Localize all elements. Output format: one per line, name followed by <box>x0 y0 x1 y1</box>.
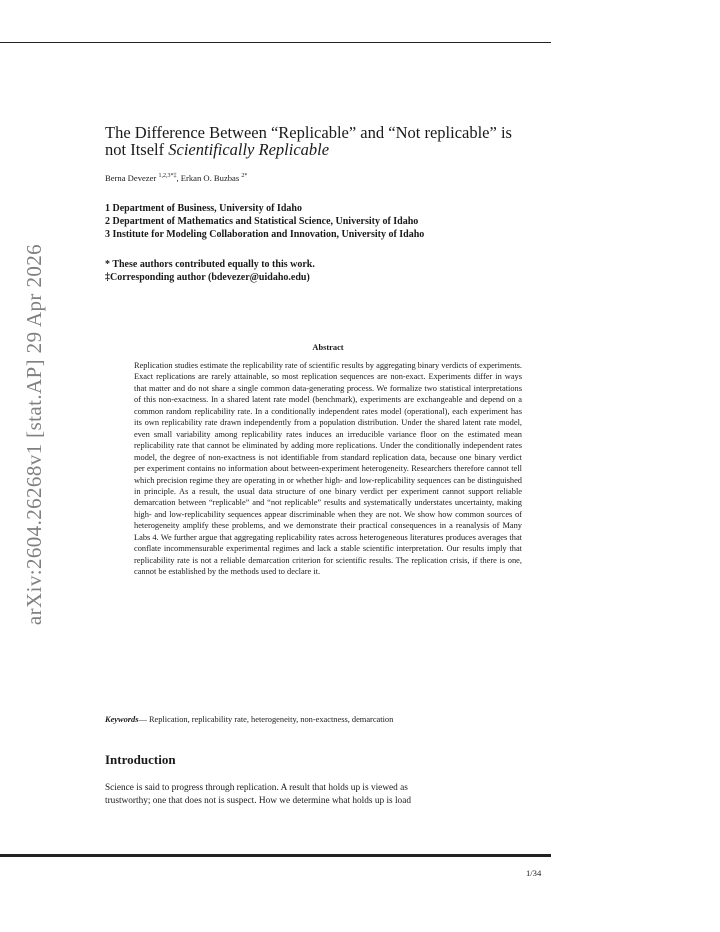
title-emphasis: Scientifically Replicable <box>168 140 330 159</box>
keywords-line <box>105 715 393 724</box>
footer-rule <box>0 854 551 857</box>
author-notes <box>105 258 315 284</box>
author-name: Erkan O. Buzbas <box>180 173 240 183</box>
paper-title <box>105 124 555 158</box>
author-list: Berna Devezer $^{1,2,3*\ddagger}$, Erkan O. Buzbas $^{2*}$ <box>105 173 248 183</box>
body-line: trustworthy; one that does not is suspect. How we determine what holds up is load <box>105 796 411 806</box>
abstract-text: Replication studies estimate the replicability rate of scientific results by aggregating binary verdicts of experiments. Exact replications are rarely attainable, so most replication sequences are non-exact. Experiments differ in ways that matter and do not share a single common data-generating process. We formalize two statistical interpretations of this non-exactness. In a shared latent rate model (benchmark), experiments are exchangeable and depend on a common random replicability rate. In a conditionally independent rates model (operational), each experiment has its own replicability rate drawn independently from a population distribution. Under the shared latent rate model, even small variability among replicability rates induces an irreducible variance floor on the estimated mean replicability rate that cannot be eliminated by adding more replications. Under the conditionally independent rates model, the degree of non-exactness is not identifiable from standard replication data, because one binary verdict per experiment contains no information about between-experiment heterogeneity. Researchers therefore cannot tell which precision regime they are operating in or whether high- and low-replicability sequences can be distinguished in principle. As a result, the usual data structure of one binary verdict per experiment cannot support reliable demarcation between “replicable” and “not replicable” results and systematically understates uncertainty, making high- and low-replicability sequences appear discriminable when they are not. We show how common sources of heterogeneity amplify these problems, and we demonstrate their practical consequences in a reanalysis of Many Labs 4. We further argue that aggregating replicability rates across heterogeneous literatures produces averages that conflate incommensurable experimental regimes and lack a stable scientific interpretation. Our results imply that replicability rate is not a reliable demarcation criterion for scientific results. The replication crisis, if there is one, cannot be established by the methods used to declare it. <box>134 361 522 577</box>
author-affiliation-marks: 2* <box>241 173 248 180</box>
page-number: 1/34 <box>526 868 542 878</box>
equal-contribution-note: * These authors contributed equally to this work. <box>105 259 315 270</box>
introduction-body <box>105 782 551 808</box>
keywords-text: — Replication, replicability rate, heterogeneity, non-exactness, demarcation <box>138 715 394 724</box>
arxiv-stamp <box>20 244 50 624</box>
author-affiliation-marks: 1,2,3*‡ <box>158 173 177 180</box>
arxiv-identifier: arXiv:2604.26268v1 [stat.AP] 29 Apr 2026 <box>22 243 47 625</box>
header-rule <box>0 42 551 43</box>
author-name: Berna Devezer <box>105 173 157 183</box>
affiliation: 1 Department of Business, University of Idaho <box>105 203 302 214</box>
affiliation: 3 Institute for Modeling Collaboration and Innovation, University of Idaho <box>105 229 425 240</box>
corresponding-author-note: ‡Corresponding author (bdevezer@uidaho.edu) <box>105 272 310 283</box>
keywords-label: Keywords <box>105 715 139 724</box>
title-line-2: not Itself Scientifically Replicable <box>105 140 330 159</box>
abstract-heading: Abstract <box>312 343 344 352</box>
affiliation: 2 Department of Mathematics and Statistical Science, University of Idaho <box>105 216 419 227</box>
section-heading-introduction: Introduction <box>105 752 176 767</box>
abstract-body <box>134 360 522 578</box>
body-line: Science is said to progress through replication. A result that holds up is viewed as <box>105 783 408 793</box>
title-line-1: The Difference Between “Replicable” and “Not replicable” is <box>105 123 512 142</box>
affiliation-list <box>105 202 424 241</box>
